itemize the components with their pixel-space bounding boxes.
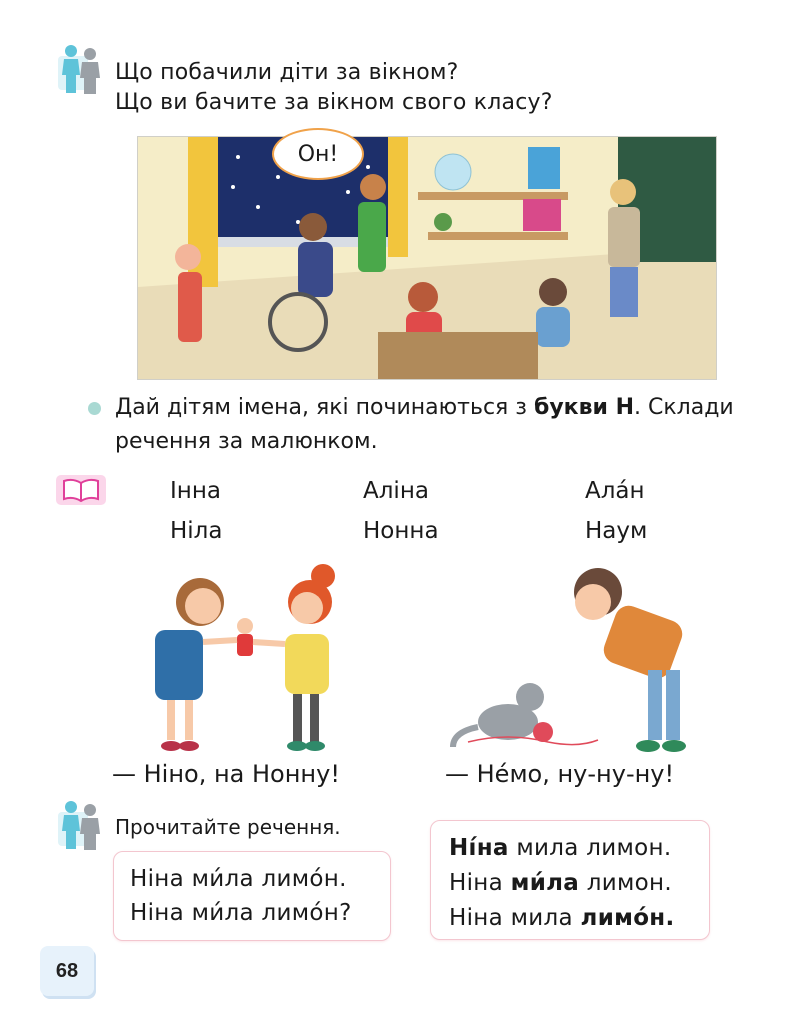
task-line2: речення за малюнком. (115, 429, 378, 454)
card-right-line1-bold: Ні́на (449, 835, 509, 861)
bullet-dot-icon (88, 402, 101, 415)
name-naum: Наум (585, 518, 648, 544)
sentence-card-right (430, 820, 710, 940)
card-right-line2-a: Ніна (449, 870, 511, 896)
question-line-2: Що ви бачите за вікном свого класу? (115, 90, 553, 115)
task-part2: . Склади (634, 395, 734, 420)
speech-bubble: Он! (272, 128, 364, 180)
page-number: 68 (40, 946, 94, 996)
card-right-line2-bold: ми́ла (510, 870, 580, 896)
card-left-line2: Ніна ми́ла лимо́н? (130, 900, 352, 926)
pair-talk-icon (58, 42, 108, 96)
task-text (115, 391, 755, 459)
name-inna: Інна (170, 478, 221, 504)
dialog-left: — Ніно, на Нонну! (112, 760, 340, 788)
card-right-line2 (449, 870, 672, 896)
card-right-line3-a: Ніна мила (449, 905, 581, 931)
card-left-line1: Ніна ми́ла лимо́н. (130, 866, 347, 892)
dialog-right: — Не́мо, ну-ну-ну! (445, 760, 675, 788)
name-alan: Ала́н (585, 478, 645, 504)
open-book-icon (56, 475, 106, 505)
pair-talk-icon (58, 798, 108, 852)
task-part1: Дай дітям імена, які починаються з (115, 395, 534, 420)
name-alina: Аліна (363, 478, 429, 504)
read-task: Прочитайте речення. (115, 815, 341, 839)
boy-with-cat-illustration (448, 562, 688, 758)
classroom-illustration (137, 136, 717, 380)
name-nila: Ніла (170, 518, 223, 544)
card-right-line3-bold: лимо́н. (580, 905, 675, 931)
name-nonna: Нонна (363, 518, 439, 544)
card-right-line3 (449, 905, 675, 931)
card-right-line1 (449, 835, 672, 861)
sentence-card-left (113, 851, 391, 941)
card-right-line1-rest: мила лимон. (508, 835, 672, 861)
task-bold: букви Н (533, 395, 635, 420)
question-line-1: Що побачили діти за вікном? (115, 60, 459, 85)
card-right-line2-b: лимон. (579, 870, 672, 896)
girls-with-doll-illustration (145, 562, 345, 758)
